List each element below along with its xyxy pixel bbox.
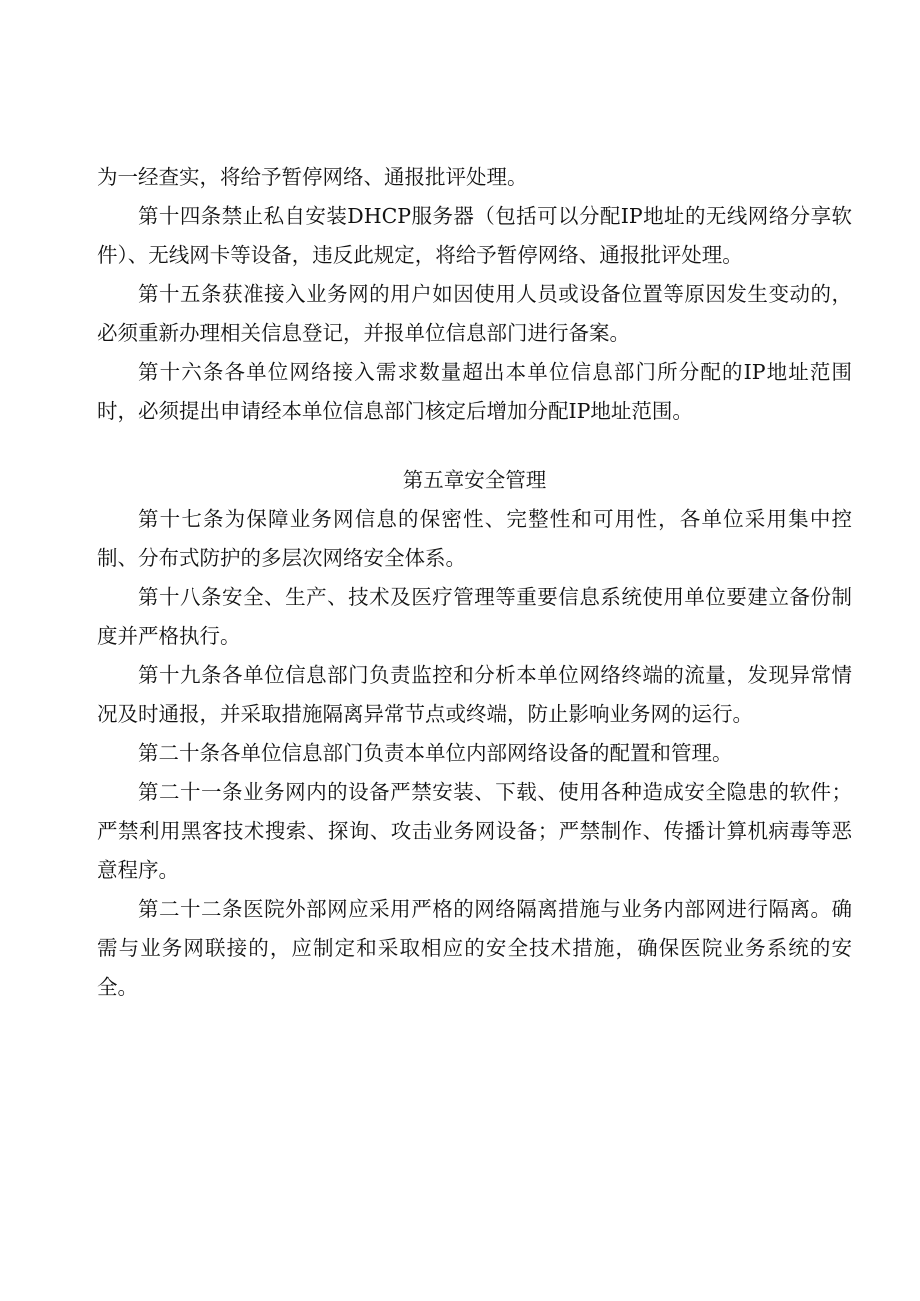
article-22-paragraph: 第二十二条医院外部网应采用严格的网络隔离措施与业务内部网进行隔离。确需与业务网联接的，应制定和采取相应的安全技术措施，确保医院业务系统的安全。 bbox=[97, 897, 852, 999]
continuation-paragraph: 为一经查实，将给予暂停网络、通报批评处理。 bbox=[97, 165, 528, 189]
document-page bbox=[97, 158, 852, 1007]
chapter-heading: 第五章安全管理 bbox=[402, 468, 547, 492]
article-21-paragraph: 第二十一条业务网内的设备严禁安装、下载、使用各种造成安全隐患的软件；严禁利用黑客技术搜索、探询、攻击业务网设备；严禁制作、传播计算机病毒等恶意程序。 bbox=[97, 780, 852, 882]
article-18-paragraph: 第十八条安全、生产、技术及医疗管理等重要信息系统使用单位要建立备份制度并严格执行。 bbox=[97, 585, 852, 648]
article-14-paragraph: 第十四条禁止私自安装DHCP服务器（包括可以分配IP地址的无线网络分享软件）、无线网卡等设备，违反此规定，将给予暂停网络、通报批评处理。 bbox=[97, 204, 852, 267]
article-15-paragraph: 第十五条获准接入业务网的用户如因使用人员或设备位置等原因发生变动的，必须重新办理相关信息登记，并报单位信息部门进行备案。 bbox=[97, 282, 852, 345]
article-20-paragraph: 第二十条各单位信息部门负责本单位内部网络设备的配置和管理。 bbox=[138, 741, 733, 765]
article-17-paragraph: 第十七条为保障业务网信息的保密性、完整性和可用性，各单位采用集中控制、分布式防护的多层次网络安全体系。 bbox=[97, 507, 852, 570]
article-19-paragraph: 第十九条各单位信息部门负责监控和分析本单位网络终端的流量，发现异常情况及时通报，并采取措施隔离异常节点或终端，防止影响业务网的运行。 bbox=[97, 663, 852, 726]
article-16-paragraph: 第十六条各单位网络接入需求数量超出本单位信息部门所分配的IP地址范围时，必须提出申请经本单位信息部门核定后增加分配IP地址范围。 bbox=[97, 360, 852, 423]
